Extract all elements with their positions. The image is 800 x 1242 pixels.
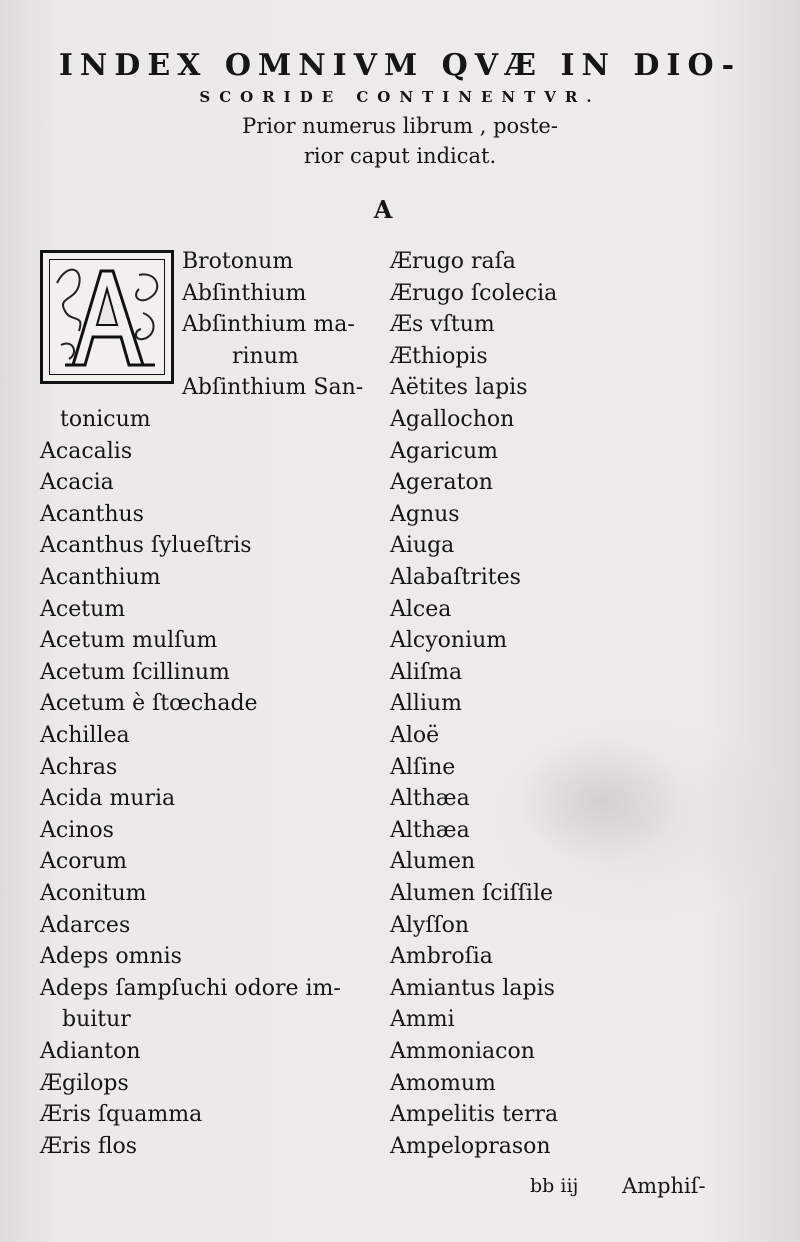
entry-term: Ampelitis terra	[390, 1102, 559, 1128]
entry-term: Acacia	[40, 470, 114, 496]
entry-term: Æs vſtum	[390, 312, 495, 338]
entry-term: Amomum	[390, 1070, 496, 1096]
entry-term: Abſinthium San-	[182, 375, 364, 401]
decorated-initial-icon	[40, 250, 174, 384]
entry-term: Acetum mulſum	[40, 628, 218, 654]
entry-term: Adeps ſampſuchi odore im-	[40, 975, 341, 1001]
entry-term: Aliſma	[390, 659, 463, 685]
entry-term: Achillea	[40, 723, 130, 748]
entry-term: buitur	[62, 1007, 131, 1033]
entry-term: Alumen	[390, 849, 476, 875]
entry-term: Acanthus	[40, 501, 144, 527]
entry-term: Adianton	[40, 1039, 141, 1064]
entry-term: Acetum ſcillinum	[40, 659, 230, 685]
signature-mark: bb iij	[530, 1175, 579, 1197]
entry-term: Ærugo raſa	[390, 249, 516, 274]
entry-term: Abſinthium ma-	[182, 312, 355, 338]
entry-term: Æris ſquamma	[40, 1102, 203, 1128]
entry-term: Agaricum	[390, 438, 498, 464]
entry-term: Amiantus lapis	[390, 975, 555, 1001]
entry-term: Æthiopis	[390, 343, 488, 369]
entry-term: Acinos	[40, 817, 114, 843]
entry-term: Ambroſia	[390, 944, 493, 970]
entry-term: Achras	[40, 754, 118, 780]
entry-term: Alſine	[390, 754, 456, 780]
entry-term: Acanthium	[40, 565, 161, 590]
entry-term: Aëtites lapis	[390, 375, 528, 401]
entry-term: Aconitum	[40, 881, 147, 906]
entry-term: Althæa	[390, 786, 470, 812]
entry-term: Brotonum	[182, 249, 294, 274]
entry-term: Althæa	[390, 817, 470, 843]
subtitle-line-1: Prior numerus librum , poste-	[242, 114, 558, 138]
page-title: INDEX OMNIVM QVÆ IN DIO-	[58, 48, 742, 83]
subtitle-line-2: rior caput indicat.	[303, 144, 497, 168]
entry-term: Aloë	[390, 723, 440, 748]
entry-term: Agnus	[390, 501, 460, 527]
entry-term: Alcea	[390, 596, 452, 622]
entry-term: Alumen ſciſſile	[390, 881, 554, 906]
entry-term: Alyſſon	[390, 912, 470, 938]
entry-term: Alcyonium	[390, 628, 508, 654]
entry-term: Acetum è ſtœchade	[40, 691, 258, 717]
entry-term: Agallochon	[390, 407, 515, 432]
entry-term: Abſinthium	[182, 280, 307, 306]
entry-term: Adeps omnis	[40, 944, 182, 970]
entry-term: Ærugo ſcolecia	[390, 280, 558, 306]
entry-term: Allium	[390, 691, 463, 717]
entry-term: Ægilops	[40, 1070, 129, 1096]
entry-term: Ammi	[390, 1007, 455, 1033]
entry-term: Acida muria	[40, 786, 176, 812]
entry-term: tonicum	[60, 407, 151, 432]
entry-term: Aiuga	[390, 533, 455, 559]
entry-term: Acanthus ſylueſtris	[40, 533, 252, 559]
catchword: Amphiſ-	[622, 1174, 706, 1198]
entry-term: Ageraton	[390, 470, 493, 496]
page-title-continuation: SCORIDE CONTINENTVR.	[199, 88, 601, 106]
entry-term: Acetum	[40, 596, 126, 622]
entry-term: Ampeloprason	[390, 1133, 551, 1159]
entry-term: rinum	[232, 343, 299, 369]
entry-term: Æris flos	[40, 1133, 138, 1159]
entry-term: Adarces	[40, 912, 131, 938]
entry-term: Alabaſtrites	[390, 565, 521, 590]
entry-term: Ammoniacon	[390, 1039, 535, 1064]
entry-term: Acacalis	[40, 438, 133, 464]
section-letter: A	[373, 195, 393, 224]
initial-ornament-icon	[43, 253, 171, 381]
entry-term: Acorum	[40, 849, 128, 875]
